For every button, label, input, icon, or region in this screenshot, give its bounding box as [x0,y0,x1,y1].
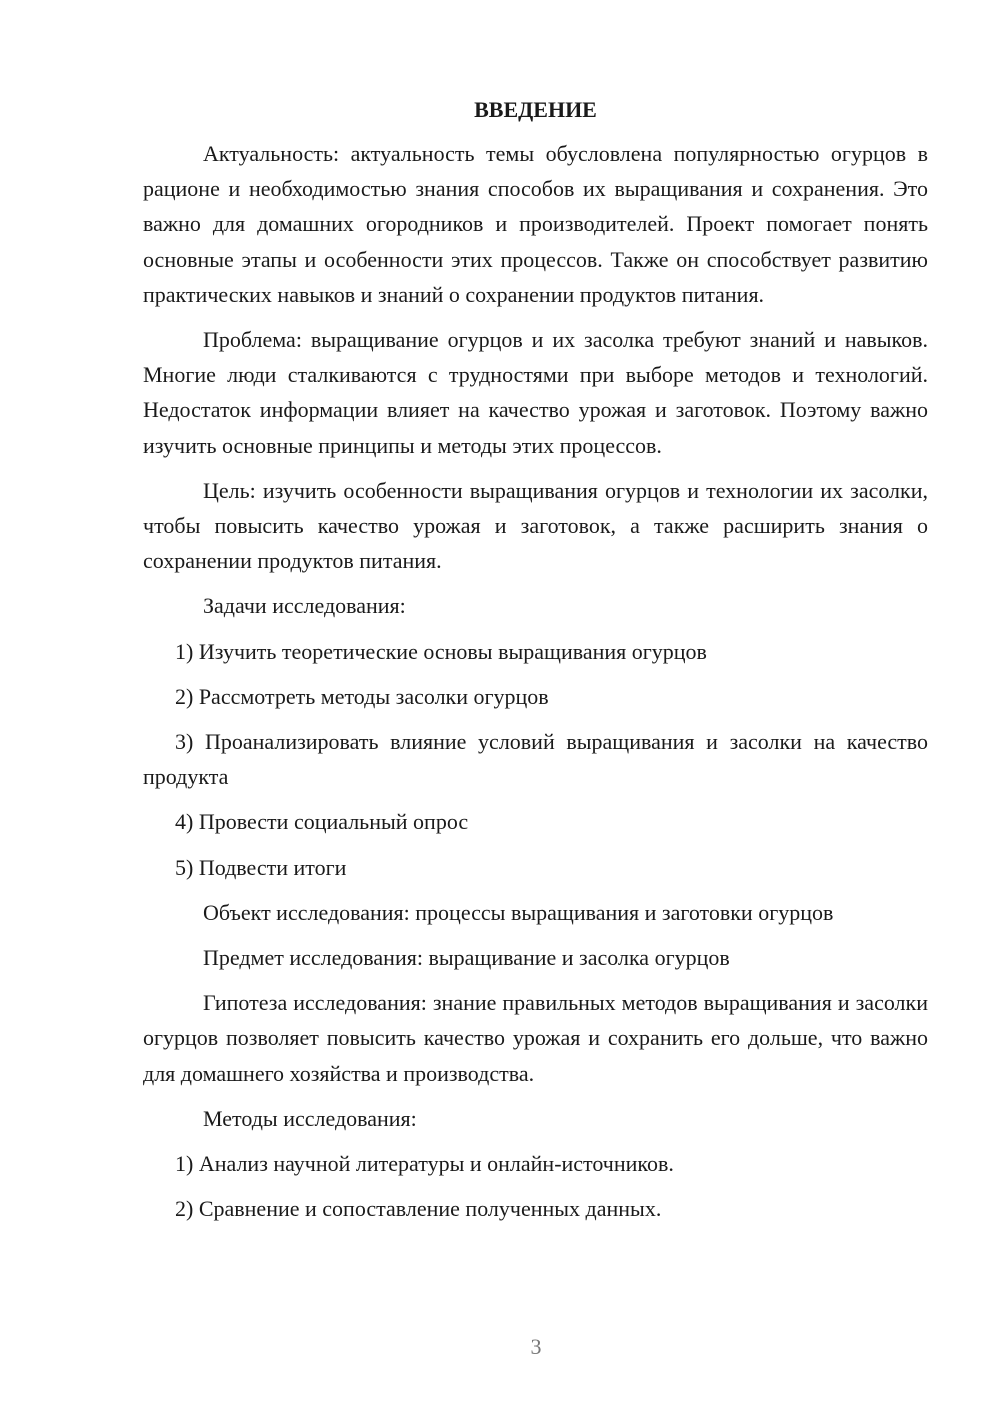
goal-paragraph: Цель: изучить особенности выращивания огурцов и технологии их засолки, чтобы повысить качество урожая и заготовок, а также расширить знания о сохранении продуктов питания. [143,477,928,574]
task-item: 3) Проанализировать влияние условий выращивания и засолки на качество продукта [143,729,928,790]
tasks-heading: Задачи исследования: [203,593,406,619]
relevance-paragraph: Актуальность: актуальность темы обусловлена популярностью огурцов в рационе и необходимостью знания способов их выращивания и сохранения. Это важно для домашних огородников и производителей. Проект помогает понять основные этапы и особенности этих процессов. Также он способствует развитию практических навыков и знаний о сохранении продуктов питания. [143,141,928,307]
problem-paragraph: Проблема: выращивание огурцов и их засолка требуют знаний и навыков. Многие люди сталкиваются с трудностями при выборе методов и технологий. Недостаток информации влияет на качество урожая и заготовок. Поэтому важно изучить основные принципы и методы этих процессов. [143,327,928,458]
methods-list [143,1146,928,1226]
method-item: 2) Сравнение и сопоставление полученных данных. [175,1196,662,1222]
task-item: 5) Подвести итоги [175,854,347,880]
research-object: Объект исследования: процессы выращивания и заготовки огурцов [203,899,834,925]
page-number: 3 [530,1334,542,1359]
method-item: 1) Анализ научной литературы и онлайн-источников. [175,1151,674,1177]
tasks-list [143,634,928,885]
task-item: 4) Провести социальный опрос [175,809,469,835]
task-item: 1) Изучить теоретические основы выращивания огурцов [175,638,707,664]
research-subject: Предмет исследования: выращивание и засолка огурцов [203,945,730,971]
hypothesis-paragraph: Гипотеза исследования: знание правильных методов выращивания и засолки огурцов позволяет повысить качество урожая и сохранить его дольше, что важно для домашнего хозяйства и производства. [143,990,928,1086]
page-content [143,94,928,1236]
methods-heading: Методы исследования: [203,1105,417,1131]
task-item: 2) Рассмотреть методы засолки огурцов [175,683,549,709]
section-title: ВВЕДЕНИЕ [474,97,597,122]
